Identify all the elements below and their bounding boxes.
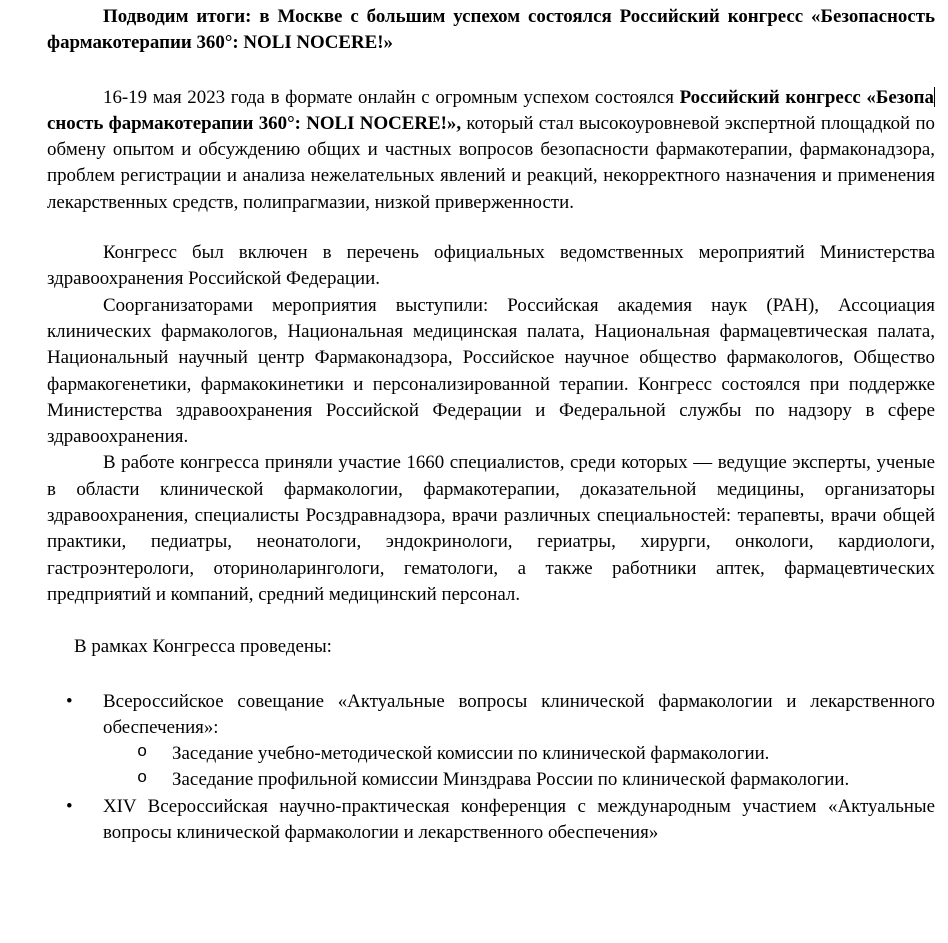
paragraph-1-rest: который стал высокоуровневой экспертной площадкой по обмену опытом и обсуждению общих и частных вопросов безопасности фармакотерапии, фармаконадзора, проблем регистрации и анализа нежелательных явлений и реакций, некорректного назначения и применения лекарственных средств, полипрагмазии, низкой приверженности. <box>47 112 935 213</box>
list-item-conference <box>47 794 935 847</box>
events-list <box>47 689 935 847</box>
paragraph-1-lead: 16-19 мая 2023 года в формате онлайн с огромным успехом состоялся <box>103 86 680 108</box>
bullet-icon: • <box>66 690 73 712</box>
paragraph-1-bold-congress-name: Российский конгресс «Безопа <box>679 86 934 108</box>
paragraph-ministry-inclusion: Конгресс был включен в перечень официальных ведомственных мероприятий Министерства здравоохранения Российской Федерации. <box>47 242 935 290</box>
circle-bullet-icon: o <box>137 769 148 789</box>
list-item-meeting <box>47 689 935 742</box>
list-item-text: XIV Всероссийская научно-практическая конференция с международным участием «Актуальные вопросы клинической фармакологии и лекарственного обеспечения» <box>103 795 935 844</box>
paragraph-1-bold-congress-name-continued: сность фармакотерапии 360°: NOLI NOCERE!», <box>47 112 462 134</box>
text-cursor <box>934 87 935 107</box>
document-title: Подводим итоги: в Москве с большим успехом состоялся Российский конгресс «Безопасность фармакотерапии 360°: NOLI NOCERE!» <box>47 6 935 54</box>
paragraph-events-intro: В рамках Конгресса проведены: <box>74 636 332 658</box>
list-item-profile-commission <box>47 767 935 793</box>
circle-bullet-icon: o <box>137 743 148 763</box>
list-item-text: Заседание профильной комиссии Минздрава России по клинической фармакологии. <box>172 769 850 791</box>
list-item-methodical-commission <box>47 741 935 767</box>
list-item-text: Заседание учебно-методической комиссии по клинической фармакологии. <box>172 743 770 765</box>
paragraph-participants: В работе конгресса приняли участие 1660 специалистов, среди которых — ведущие эксперты, ученые в области клинической фармакологии, фармакотерапии, доказательной медицины, организаторы здравоохранения, специалисты Росздравнадзора, врачи различных специальностей: терапевты, врачи общей практики, педиатры, неонатологи, эндокринологи, гериатры, хирурги, онкологи, кардиологи, гастроэнтерологи, оториноларингологи, гематологи, а также работники аптек, фармацевтических предприятий и компаний, средний медицинский персонал. <box>47 452 935 605</box>
bullet-icon: • <box>66 795 73 817</box>
list-item-text: Всероссийское совещание «Актуальные вопросы клинической фармакологии и лекарственного обеспечения»: <box>103 690 935 738</box>
paragraph-congress-overview <box>47 85 935 216</box>
paragraph-coorganizers: Соорганизаторами мероприятия выступили: Российская академия наук (РАН), Ассоциация клинических фармакологов, Национальная медицинская палата, Национальная фармацевтическая палата, Национальный научный центр Фармаконадзора, Российское научное общество фармакологов, Общество фармакогенетики, фармакокинетики и персонализированной терапии. Конгресс состоялся при поддержке Министерства здравоохранения Российской Федерации и Федеральной службы по надзору в сфере здравоохранения. <box>47 294 935 448</box>
